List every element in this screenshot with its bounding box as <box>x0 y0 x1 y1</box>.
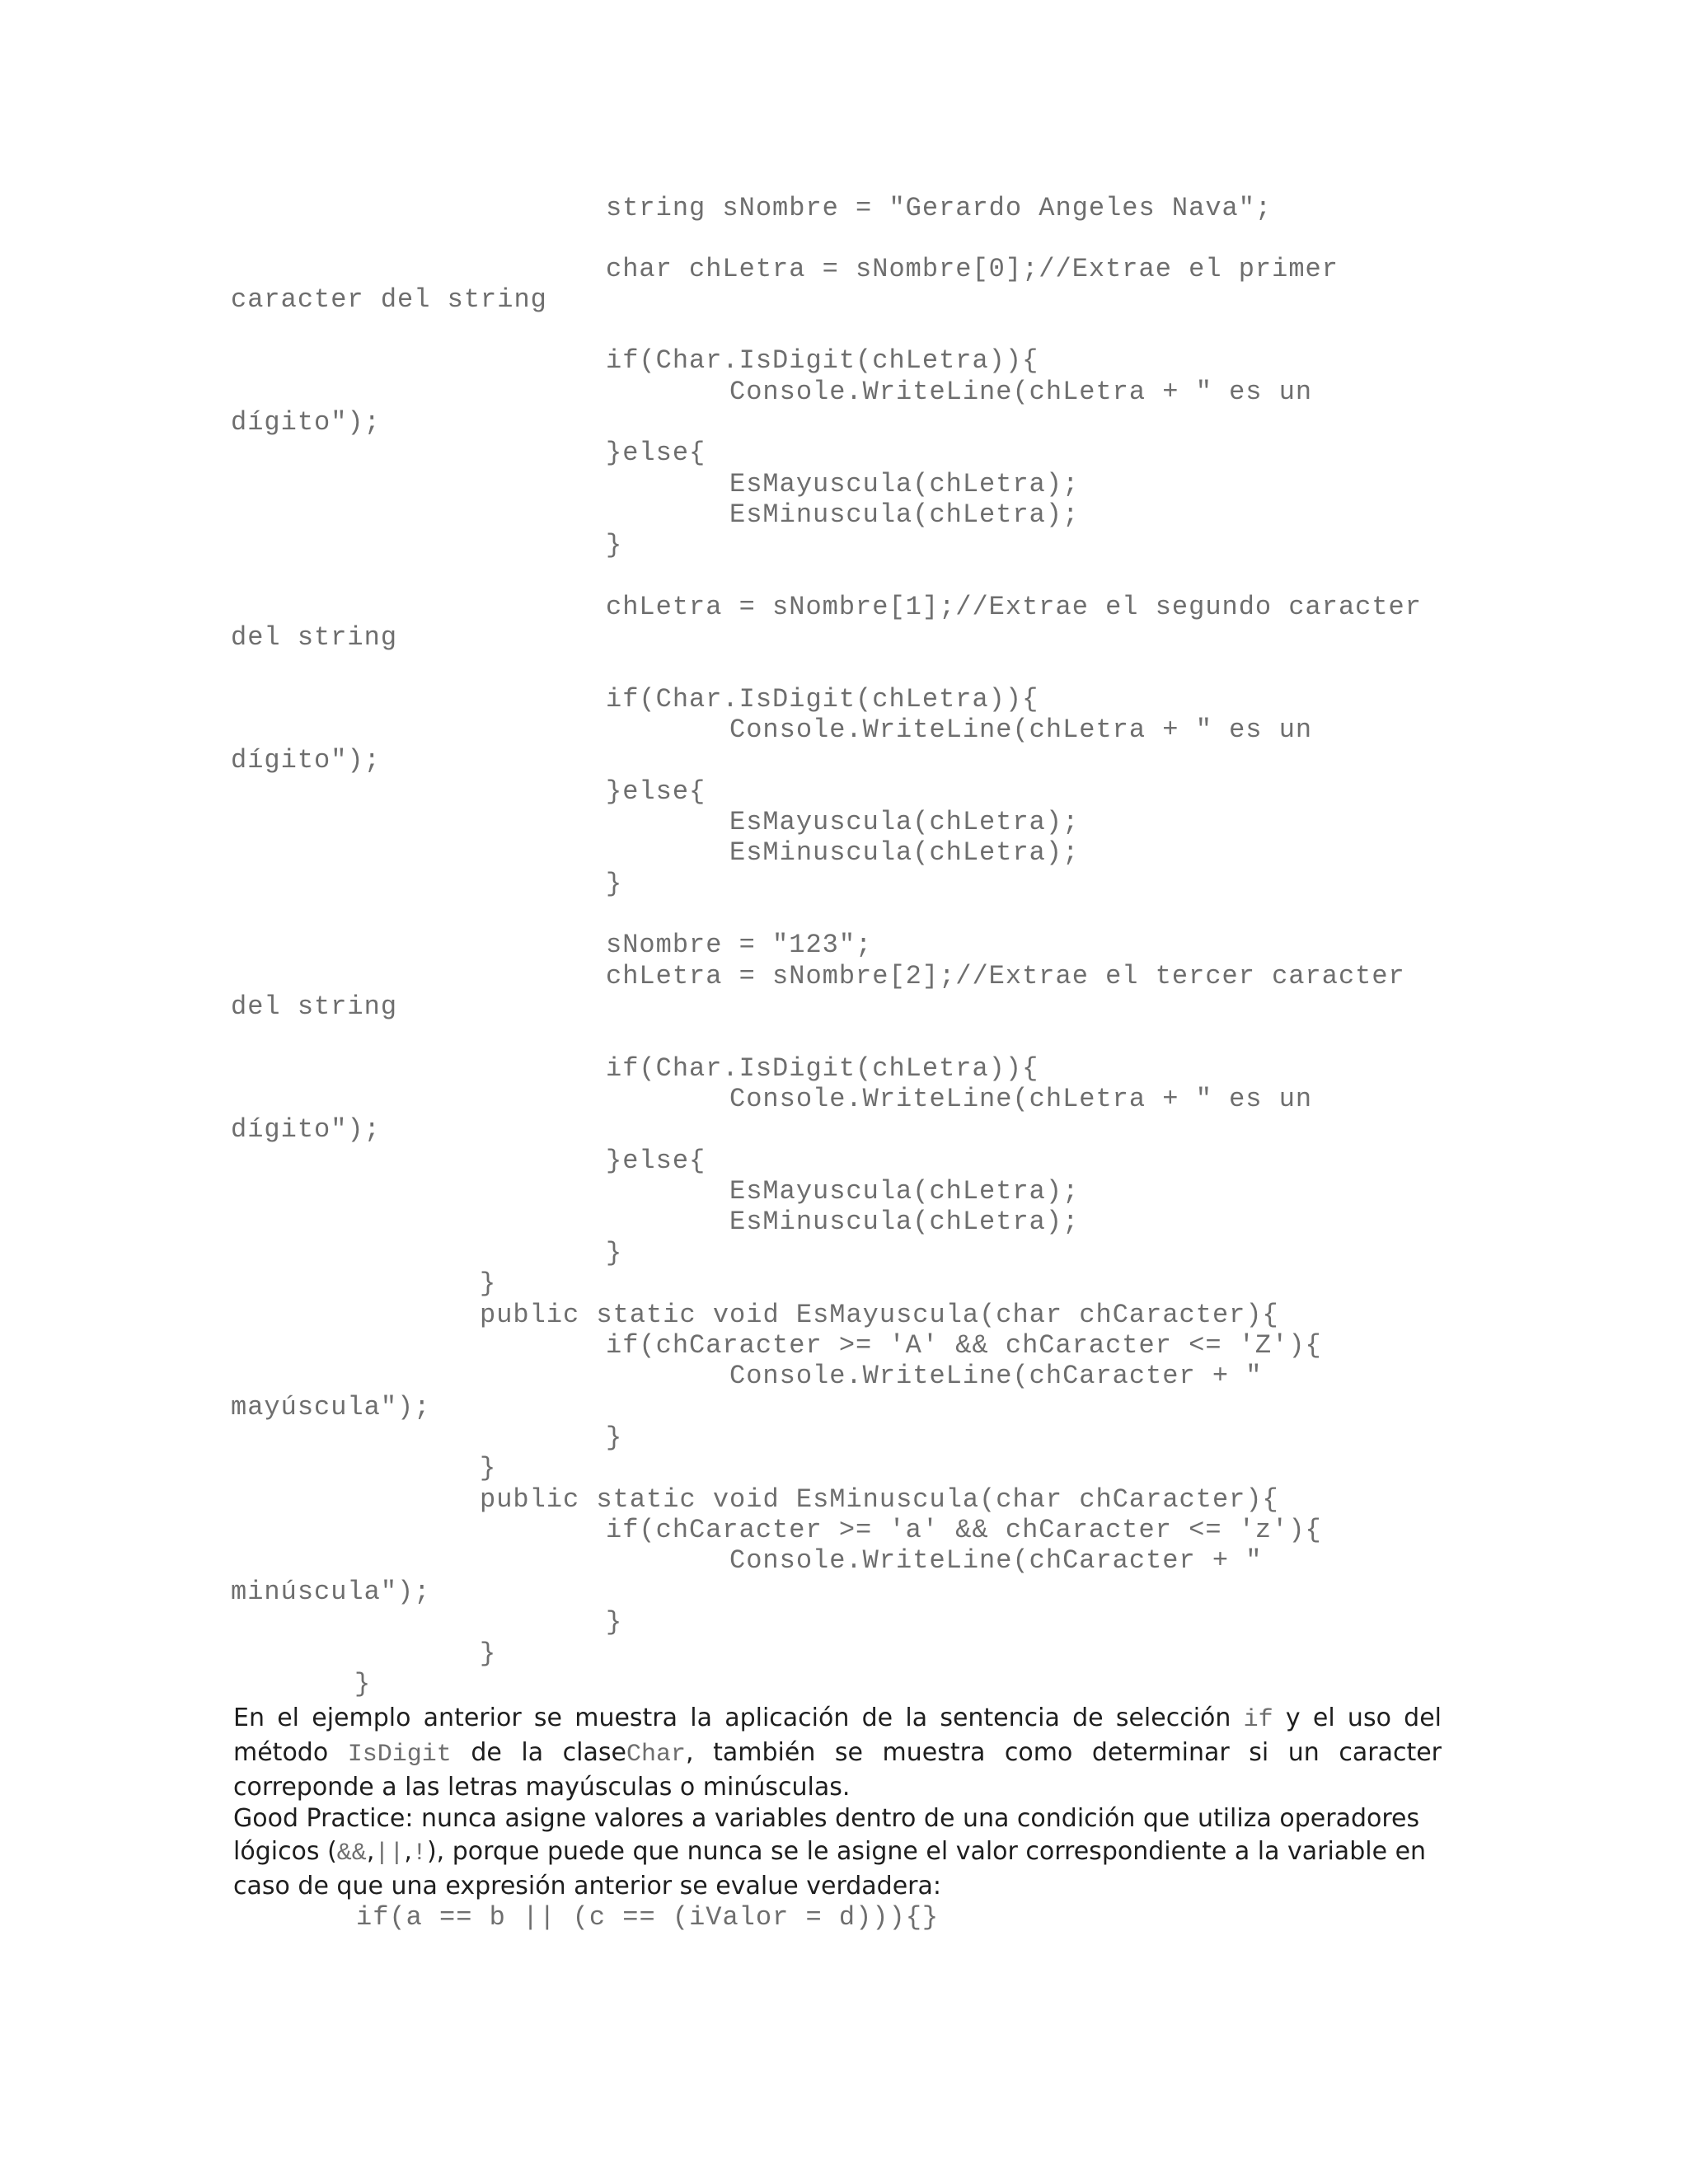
code-line: } <box>606 1607 623 1638</box>
inline-code: Char <box>626 1741 687 1769</box>
paragraph-text: ), porque puede que nunca se le asigne el valor correspondiente a la variable en caso de que una expresión anterior se evalue verdadera: <box>233 1837 1427 1900</box>
code-line: Console.WriteLine(chLetra + " es un <box>729 377 1313 407</box>
code-line: }else{ <box>606 776 706 807</box>
code-line: mayúscula"); <box>231 1392 431 1422</box>
code-line: string sNombre = "Gerardo Angeles Nava"; <box>606 193 1273 223</box>
code-line: char chLetra = sNombre[0];//Extrae el primer <box>606 254 1339 284</box>
code-line: EsMinuscula(chLetra); <box>729 499 1080 530</box>
code-line: } <box>480 1638 497 1669</box>
code-line: EsMinuscula(chLetra); <box>729 1207 1080 1237</box>
inline-code: ! <box>411 1840 427 1868</box>
code-line: } <box>480 1268 497 1299</box>
code-line: Console.WriteLine(chCaracter + " <box>729 1361 1263 1391</box>
code-line: caracter del string <box>231 284 547 315</box>
code-line: dígito"); <box>231 407 381 438</box>
explanation-paragraph <box>233 1702 1442 1804</box>
example-code-line: if(a == b || (c == (iValor = d))){} <box>356 1902 940 1933</box>
code-line: if(Char.IsDigit(chLetra)){ <box>606 345 1039 376</box>
paragraph-text: , <box>404 1837 412 1866</box>
code-line: } <box>354 1669 372 1699</box>
code-line: dígito"); <box>231 745 381 776</box>
code-line: if(chCaracter >= 'a' && chCaracter <= 'z'){ <box>606 1515 1322 1545</box>
code-line: Console.WriteLine(chCaracter + " <box>729 1545 1263 1576</box>
code-line: if(chCaracter >= 'A' && chCaracter <= 'Z'){ <box>606 1330 1322 1361</box>
code-line: }else{ <box>606 1146 706 1176</box>
paragraph-text: , <box>366 1837 375 1866</box>
code-line: chLetra = sNombre[2];//Extrae el tercer caracter <box>606 961 1405 991</box>
code-line: } <box>606 869 623 899</box>
code-line: del string <box>231 622 398 653</box>
code-line: EsMayuscula(chLetra); <box>729 807 1080 837</box>
code-line: minúscula"); <box>231 1577 431 1607</box>
code-line: } <box>606 1422 623 1453</box>
code-line: }else{ <box>606 438 706 468</box>
code-line: Console.WriteLine(chLetra + " es un <box>729 1084 1313 1114</box>
code-line: } <box>606 1238 623 1268</box>
inline-code: if <box>1243 1706 1273 1734</box>
good-practice-paragraph <box>233 1802 1442 1903</box>
paragraph-text: En el ejemplo anterior se muestra la aplicación de la sentencia de selección <box>233 1704 1244 1732</box>
code-line: chLetra = sNombre[1];//Extrae el segundo caracter <box>606 592 1422 622</box>
code-line: EsMayuscula(chLetra); <box>729 469 1080 499</box>
code-line: if(Char.IsDigit(chLetra)){ <box>606 684 1039 715</box>
inline-code: && <box>336 1840 367 1868</box>
paragraph-text: Good Practice: nunca asigne valores a variables dentro de una condición que utiliza operadores lógicos ( <box>233 1804 1420 1866</box>
code-line: } <box>606 530 623 560</box>
code-line: dígito"); <box>231 1114 381 1145</box>
inline-code: IsDigit <box>347 1741 452 1769</box>
code-line: if(Char.IsDigit(chLetra)){ <box>606 1053 1039 1084</box>
code-line: Console.WriteLine(chLetra + " es un <box>729 715 1313 745</box>
code-line: EsMayuscula(chLetra); <box>729 1176 1080 1207</box>
paragraph-text: de la clase <box>451 1738 626 1767</box>
code-line: EsMinuscula(chLetra); <box>729 837 1080 868</box>
paragraph-text: , también se muestra como determinar si un caracter correponde a las letras mayúsculas o minúsculas. <box>233 1738 1442 1802</box>
code-line: public static void EsMayuscula(char chCaracter){ <box>480 1300 1279 1330</box>
inline-code: || <box>374 1840 405 1868</box>
code-line: } <box>480 1453 497 1483</box>
code-line: public static void EsMinuscula(char chCaracter){ <box>480 1484 1279 1515</box>
code-line: sNombre = "123"; <box>606 930 873 960</box>
code-line: del string <box>231 991 398 1022</box>
paragraph-text: y el uso del método <box>233 1704 1442 1767</box>
